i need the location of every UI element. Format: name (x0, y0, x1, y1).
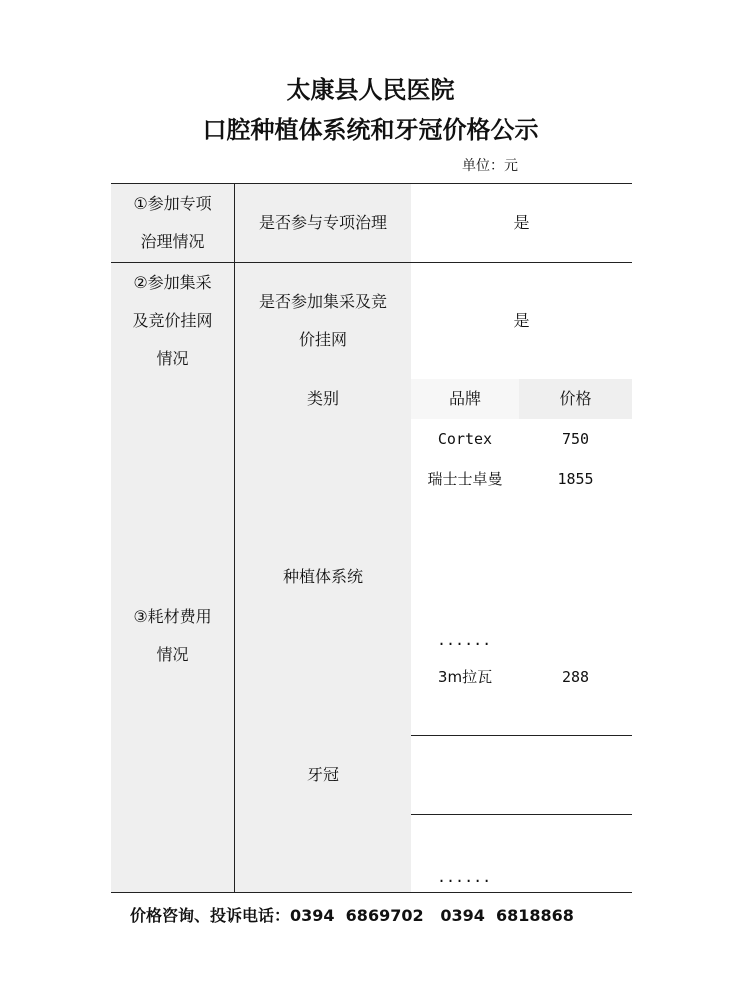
crown-ellipsis: ...... (437, 868, 492, 886)
row2-question: 是否参加集采及竞 价挂网 (258, 292, 387, 349)
price-table (111, 183, 632, 893)
category-header: 类别 (306, 389, 339, 408)
implant-price-2: 1855 (557, 470, 594, 488)
row3-label: ③耗材费用 情况 (133, 607, 212, 664)
implant-brand-2: 瑞士士卓曼 (427, 470, 503, 488)
label-column-divider (234, 183, 235, 893)
implant-bottom-border (411, 735, 632, 736)
row1-bottom-border (111, 262, 632, 263)
row1-answer: 是 (513, 212, 530, 232)
implant-ellipsis: ...... (437, 631, 492, 649)
crown-brand-1: 3m拉瓦 (437, 668, 493, 686)
price-header: 价格 (559, 389, 592, 408)
row2-answer: 是 (513, 311, 530, 330)
crown-category: 牙冠 (306, 765, 339, 784)
implant-brand-1: Cortex (437, 430, 493, 448)
row1-label: ①参加专项 治理情况 (133, 193, 212, 251)
row2-label: ②参加集采 及竞价挂网 情况 (132, 273, 213, 368)
contact-footer: 价格咨询、投诉电话：0394 6869702 0394 6818868 (130, 906, 574, 925)
brand-header: 品牌 (448, 389, 481, 408)
crown-price-1: 288 (561, 668, 590, 686)
table-top-border (111, 183, 632, 184)
unit-label: 单位：元 (462, 158, 518, 174)
notice-title: 口腔种植体系统和牙冠价格公示 (202, 115, 539, 144)
implant-price-1: 750 (561, 430, 590, 448)
row1-question: 是否参与专项治理 (258, 212, 387, 232)
crown-row-border (411, 814, 632, 815)
implant-category: 种植体系统 (282, 567, 363, 586)
table-bottom-border (111, 892, 632, 893)
hospital-title: 太康县人民医院 (286, 75, 455, 104)
